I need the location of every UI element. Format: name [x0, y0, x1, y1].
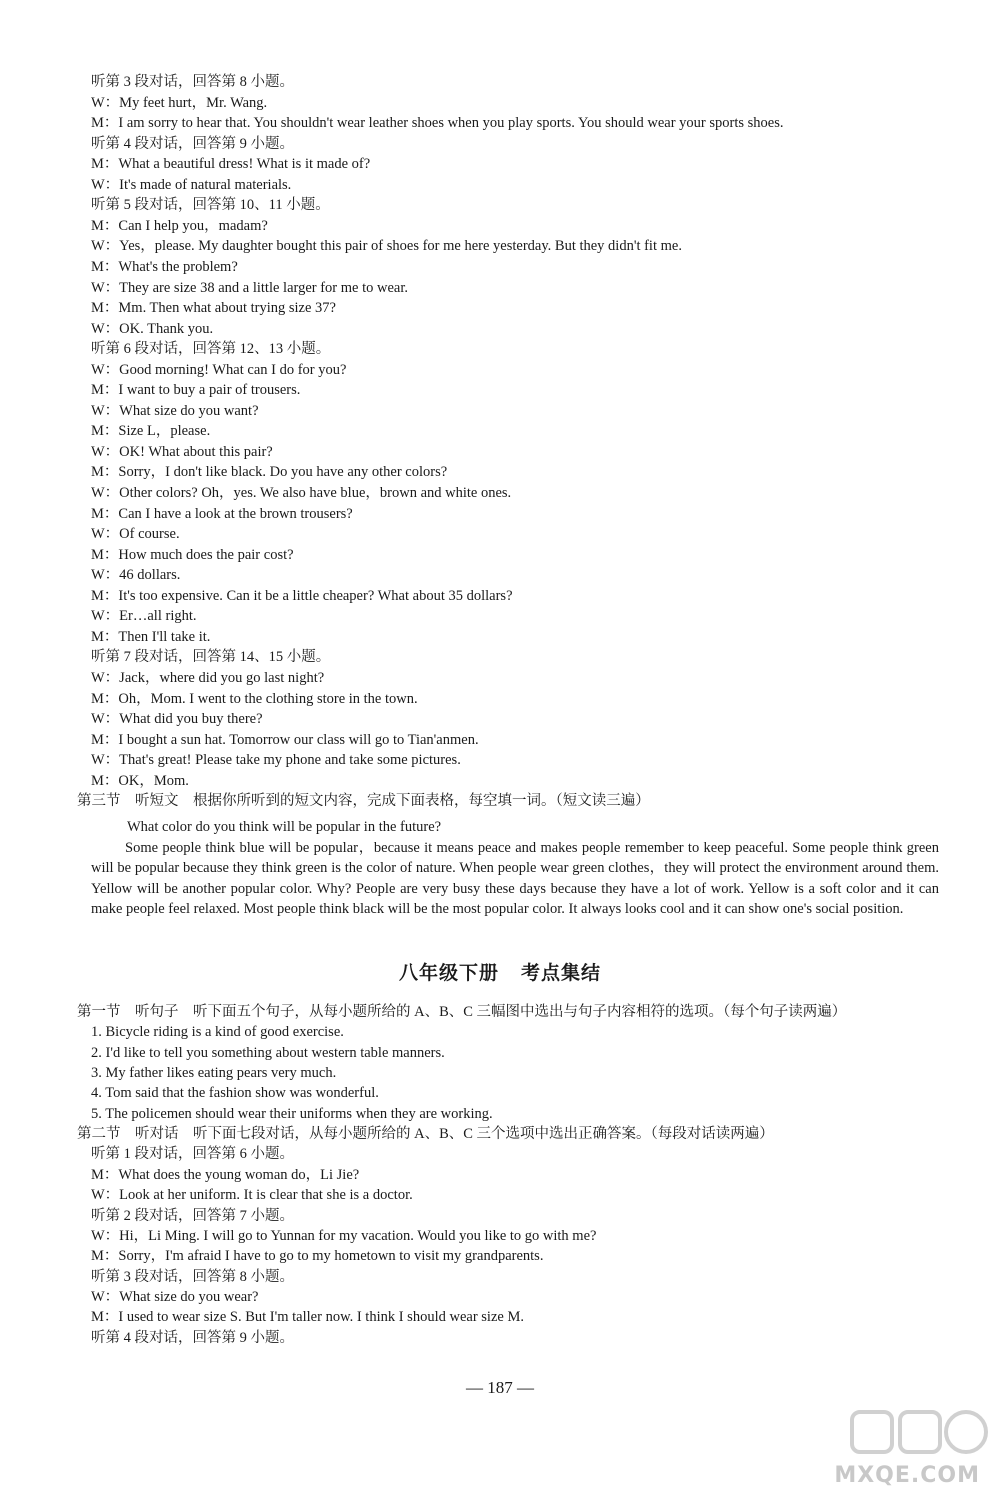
dialogue-line: M：Sorry，I'm afraid I have to go to my hometown to visit my grandparents. — [91, 1248, 544, 1265]
page-number: — 187 — — [466, 1378, 534, 1397]
dialogue-line: W：OK! What about this pair? — [91, 443, 273, 460]
passage-title: What color do you think will be popular in the future? — [127, 819, 442, 835]
dialogue-line: W：It's made of natural materials. — [91, 176, 292, 193]
dialogue-line: M：I bought a sun hat. Tomorrow our class will go to Tian'anmen. — [91, 731, 479, 748]
section-heading: 八年级下册 考点集结 — [398, 962, 602, 984]
dialogue-line: M：How much does the pair cost? — [91, 546, 294, 563]
passage-text: Some people think blue will be popular，because it means peace and makes people remember to keep peaceful. Some people think green will be popular because they think green is the color of nature. When people wear green clothes，they will protect the environment around them. Yellow will be another popular color. Why? People are very busy these days because they have a lot of work. Yellow is a soft color and it can make people feel relaxed. Most people think black will be the most popular color. It always looks cool and it can show one's social position. — [91, 840, 939, 917]
question-line: 3. My father likes eating pears very much. — [91, 1065, 337, 1082]
dialogue-line: M：It's too expensive. Can it be a little cheaper? What about 35 dollars? — [91, 587, 513, 604]
dialogue-line: W：OK. Thank you. — [91, 320, 214, 337]
dialogue-line: M：Can I have a look at the brown trousers? — [91, 505, 353, 522]
dialogue-line: W：Yes，please. My daughter bought this pair of shoes for me here yesterday. But they didn't fit me. — [91, 238, 682, 255]
dialogue-line: W：Jack，where did you go last night? — [91, 669, 325, 686]
question-line: 听第 1 段对话，回答第 6 小题。 — [91, 1146, 294, 1163]
question-line: 听第 7 段对话，回答第 14、15 小题。 — [91, 649, 331, 666]
question-line: 听第 3 段对话，回答第 8 小题。 — [91, 1268, 294, 1285]
dialogue-line: W：46 dollars. — [91, 567, 181, 584]
dialogue-line: M：Then I'll take it. — [91, 628, 211, 645]
question-line: 2. I'd like to tell you something about western table manners. — [91, 1044, 445, 1061]
dialogue-line: M：What's the problem? — [91, 258, 238, 275]
dialogue-line: M：I used to wear size S. But I'm taller now. I think I should wear size M. — [91, 1309, 524, 1326]
dialogue-line: W：Good morning! What can I do for you? — [91, 361, 347, 378]
question-line: 听第 4 段对话，回答第 9 小题。 — [91, 135, 294, 152]
dialogue-line: W：Look at her uniform. It is clear that she is a doctor. — [91, 1187, 413, 1204]
dialogue-line: M：Mm. Then what about trying size 37? — [91, 300, 336, 317]
dialogue-line: M：I want to buy a pair of trousers. — [91, 382, 301, 399]
dialogue-line: W：Of course. — [91, 526, 180, 543]
section-instruction: 第三节 听短文 根据你所听到的短文内容，完成下面表格，每空填一词。（短文读三遍） — [77, 793, 650, 810]
dialogue-line: W：What size do you want? — [91, 402, 259, 419]
dialogue-line: M：What does the young woman do，Li Jie? — [91, 1166, 360, 1183]
question-line: 4. Tom said that the fashion show was wonderful. — [91, 1085, 379, 1102]
question-line: 听第 4 段对话，回答第 9 小题。 — [91, 1329, 294, 1346]
watermark-logo — [834, 1404, 992, 1494]
question-line: 听第 6 段对话，回答第 12、13 小题。 — [91, 341, 331, 358]
dialogue-line: W：That's great! Please take my phone and take some pictures. — [91, 752, 461, 769]
dialogue-line: W：What did you buy there? — [91, 711, 263, 728]
section-instruction: 第二节 听对话 听下面七段对话，从每小题所给的 A、B、C 三个选项中选出正确答案。（每段对话读两遍） — [77, 1126, 774, 1143]
dialogue-line: M：OK，Mom. — [91, 772, 189, 789]
dialogue-line: W：They are size 38 and a little larger for me to wear. — [91, 279, 408, 296]
dialogue-line: M：What a beautiful dress! What is it made of? — [91, 156, 371, 173]
dialogue-line: M：Oh，Mom. I went to the clothing store in the town. — [91, 690, 418, 707]
dialogue-line: W：Hi，Li Ming. I will go to Yunnan for my vacation. Would you like to go with me? — [91, 1227, 597, 1244]
question-line: 1. Bicycle riding is a kind of good exercise. — [91, 1024, 344, 1041]
dialogue-line: M：Sorry，I don't like black. Do you have any other colors? — [91, 464, 448, 481]
section-instruction: 第一节 听句子 听下面五个句子，从每小题所给的 A、B、C 三幅图中选出与句子内容相符的选项。（每个句子读两遍） — [77, 1004, 847, 1020]
dialogue-line: W：My feet hurt，Mr. Wang. — [91, 94, 268, 111]
dialogue-line: M：Can I help you，madam? — [91, 217, 268, 234]
watermark-text: MXQE.COM — [834, 1463, 980, 1488]
dialogue-line: W：What size do you wear? — [91, 1288, 259, 1305]
dialogue-line: M：Size L，please. — [91, 423, 211, 440]
dialogue-line: M：I am sorry to hear that. You shouldn't wear leather shoes when you play sports. You should wear your sports shoes. — [91, 115, 784, 132]
question-line: 听第 3 段对话，回答第 8 小题。 — [91, 74, 294, 90]
question-line: 听第 2 段对话，回答第 7 小题。 — [91, 1207, 294, 1224]
dialogue-line: W：Er…all right. — [91, 608, 197, 625]
question-line: 听第 5 段对话，回答第 10、11 小题。 — [91, 197, 330, 214]
question-line: 5. The policemen should wear their uniforms when they are working. — [91, 1105, 493, 1122]
dialogue-line: W：Other colors? Oh，yes. We also have blue，brown and white ones. — [91, 485, 512, 501]
